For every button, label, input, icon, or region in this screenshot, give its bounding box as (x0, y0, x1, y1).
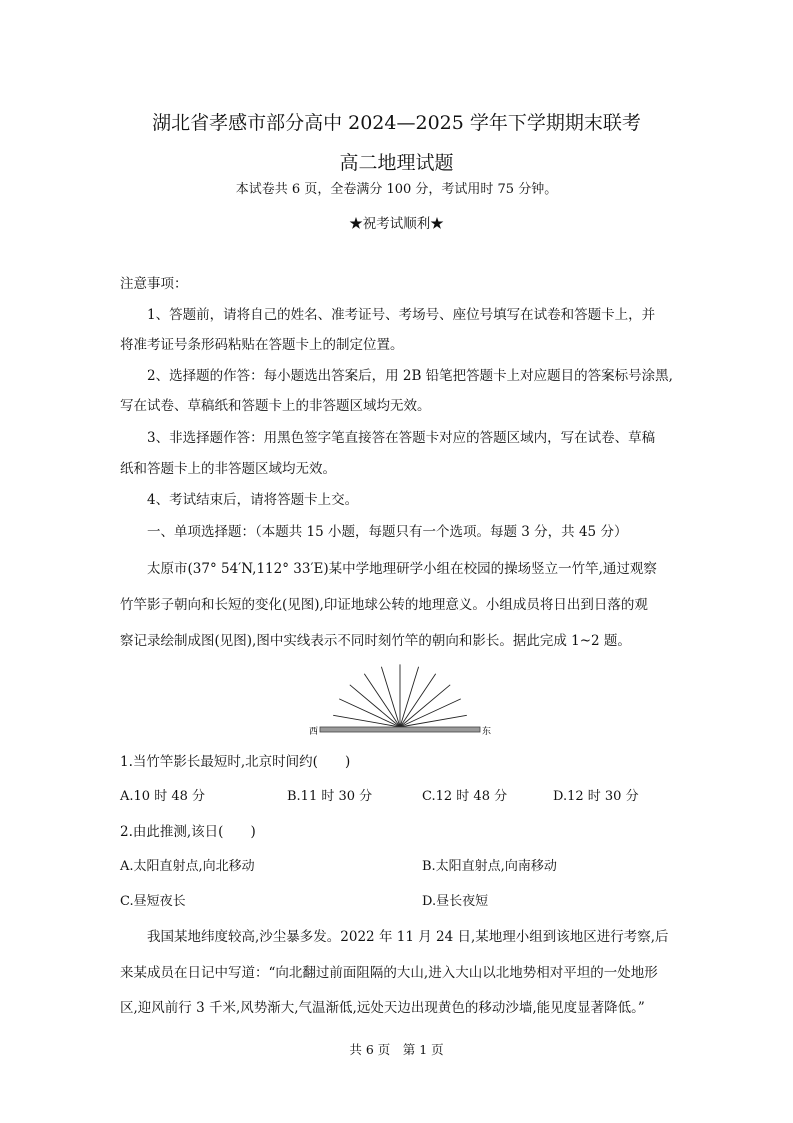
section-heading: 一、单项选择题：（本题共 15 小题，每题只有一个选项。每题 3 分，共 45 分） (147, 524, 628, 540)
shadow-ray (400, 685, 450, 727)
notice-item-3-line-1: 3、非选择题作答：用黑色签字笔直接答在答题卡对应的答题区域内，写在试卷、草稿 (147, 430, 656, 446)
question-1-stem: 1.当竹竿影长最短时,北京时间约( ) (120, 754, 351, 770)
good-luck-line: ★祝考试顺利★ (349, 216, 444, 232)
notice-item-1-line-2: 将准考证号条形码粘贴在答题卡上的制定位置。 (120, 337, 404, 353)
notice-heading: 注意事项： (120, 276, 188, 292)
notice-item-2-line-1: 2、选择题的作答：每小题选出答案后，用 2B 铅笔把答题卡上对应题目的答案标号涂黑, (147, 368, 673, 384)
q2-option-c[interactable]: C.昼短夜长 (120, 894, 186, 909)
intro-line-2: 竹竿影子朝向和长短的变化(见图),印证地球公转的地理意义。小组成员将日出到日落的观 (120, 597, 648, 613)
question-2-stem: 2.由此推测,该日( ) (120, 824, 256, 840)
passage-line-3: 区,迎风前行 3 千米,风势渐大,气温渐低,远处天边出现黄色的移动沙墙,能见度显著降低。” (120, 1000, 645, 1016)
notice-item-3-line-2: 纸和答题卡上的非答题区域均无效。 (120, 461, 336, 477)
page-footer: 共 6 页 第 1 页 (349, 1042, 444, 1057)
q1-option-a[interactable]: A.10 时 48 分 (120, 789, 206, 804)
q2-option-d[interactable]: D.昼长夜短 (422, 894, 489, 909)
shadow-ray (381, 667, 400, 727)
intro-line-3: 察记录绘制成图(见图),图中实线表示不同时刻竹竿的朝向和影长。据此完成 1~2 题。 (120, 633, 631, 649)
notice-item-4: 4、考试结束后，请将答题卡上交。 (147, 492, 359, 508)
exam-info: 本试卷共 6 页，全卷满分 100 分，考试用时 75 分钟。 (235, 182, 558, 197)
q2-option-a[interactable]: A.太阳直射点,向北移动 (120, 859, 255, 874)
east-label: 东 (482, 727, 492, 737)
shadow-ray (400, 715, 467, 727)
shadow-ray (400, 667, 419, 727)
exam-title: 湖北省孝感市部分高中 2024—2025 学年下学期期末联考 (152, 112, 641, 134)
shadow-diagram-svg (300, 660, 500, 738)
q1-option-d[interactable]: D.12 时 30 分 (553, 789, 639, 804)
q1-option-c[interactable]: C.12 时 48 分 (422, 789, 508, 804)
shadow-ray (333, 715, 400, 727)
exam-subtitle: 高二地理试题 (339, 152, 454, 174)
intro-line-1: 太原市(37° 54′N,112° 33′E)某中学地理研学小组在校园的操场竖立一竹竿,通过观察 (147, 561, 657, 577)
west-label: 西 (308, 727, 318, 737)
shadow-diagram (300, 660, 500, 738)
q1-option-b[interactable]: B.11 时 30 分 (287, 789, 373, 804)
q2-option-b[interactable]: B.太阳直射点,向南移动 (422, 859, 557, 874)
shadow-ray (350, 685, 400, 727)
notice-item-1-line-1: 1、答题前，请将自己的姓名、准考证号、考场号、座位号填写在试卷和答题卡上，并 (147, 307, 656, 323)
passage-line-1: 我国某地纬度较高,沙尘暴多发。2022 年 11 月 24 日,某地理小组到该地区进行考察,后 (147, 929, 669, 945)
ground-bar (320, 727, 480, 732)
notice-item-2-line-2: 写在试卷、草稿纸和答题卡上的非答题区域均无效。 (120, 398, 431, 414)
passage-line-2: 来某成员在日记中写道：“向北翻过前面阻隔的大山,进入大山以北地势相对平坦的一处地形 (120, 965, 658, 981)
